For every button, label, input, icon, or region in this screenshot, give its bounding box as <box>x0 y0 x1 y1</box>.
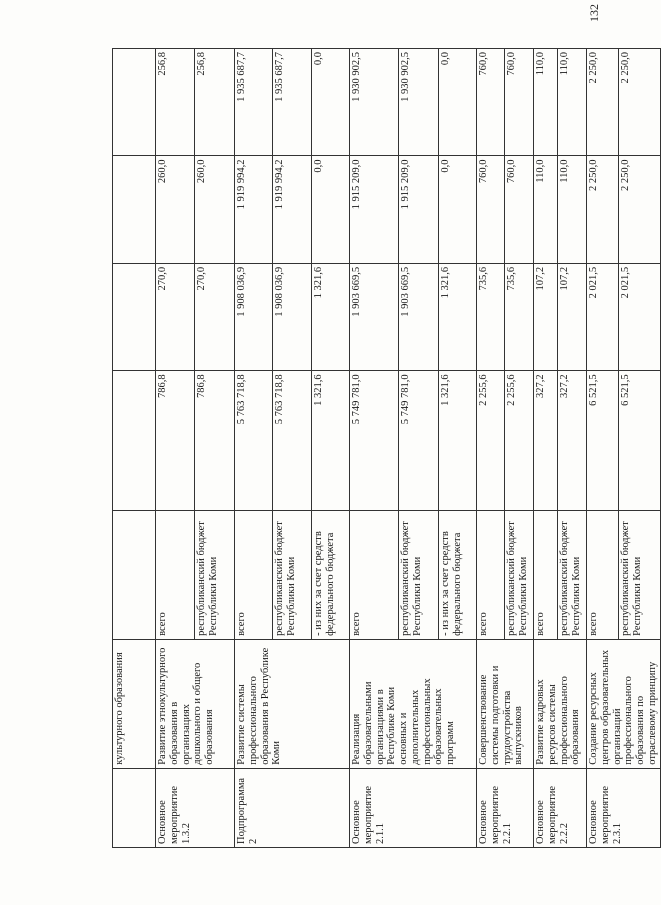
event-name-cell: Развитие этнокультурного образования в организациях дошкольного и общего образования <box>156 639 235 768</box>
value-cell: 5 749 781,0 <box>350 371 399 511</box>
table-row <box>350 49 399 848</box>
page-number: 132 <box>587 4 601 22</box>
value-cell: 735,6 <box>505 263 534 370</box>
value-cell: 107,2 <box>534 263 558 370</box>
value-cell: 5 749 781,0 <box>399 371 439 511</box>
source-cell: республиканский бюджет Республики Коми <box>558 510 587 639</box>
value-cell: 5 763 718,8 <box>273 371 312 511</box>
value-cell: 2 255,6 <box>505 371 534 511</box>
source-cell: республиканский бюджет Республики Коми <box>619 510 660 639</box>
source-cell: республиканский бюджет Республики Коми <box>399 510 439 639</box>
event-code-cell: Основное мероприятие 2.2.1 <box>477 768 534 847</box>
value-cell: 260,0 <box>156 156 195 263</box>
value-cell: 786,8 <box>156 371 195 511</box>
value-cell: 327,2 <box>534 371 558 511</box>
table-row <box>534 49 558 848</box>
value-cell: 1 935 687,7 <box>273 49 312 156</box>
value-cell: 735,6 <box>477 263 505 370</box>
value-cell: 107,2 <box>558 263 587 370</box>
value-cell: 1 915 209,0 <box>350 156 399 263</box>
empty-cell <box>113 156 156 263</box>
value-cell: 2 021,5 <box>619 263 660 370</box>
value-cell: 6 521,5 <box>587 371 619 511</box>
value-cell: 1 930 902,5 <box>399 49 439 156</box>
value-cell: 1 908 036,9 <box>235 263 273 370</box>
value-cell: 760,0 <box>477 156 505 263</box>
value-cell: 760,0 <box>505 49 534 156</box>
value-cell: 1 908 036,9 <box>273 263 312 370</box>
value-cell: 1 915 209,0 <box>399 156 439 263</box>
value-cell: 1 903 669,5 <box>399 263 439 370</box>
value-cell: 110,0 <box>534 49 558 156</box>
table-row <box>235 49 273 848</box>
value-cell: 256,8 <box>195 49 235 156</box>
event-code-cell: Основное мероприятие 2.3.1 <box>587 768 661 847</box>
value-cell: 1 930 902,5 <box>350 49 399 156</box>
value-cell: 786,8 <box>195 371 235 511</box>
table-row <box>587 49 619 848</box>
value-cell: 6 521,5 <box>619 371 660 511</box>
event-name-cell: Реализация образовательными организациями в Республике Коми основных и дополнительных профессиональных образовательных программ <box>350 639 477 768</box>
value-cell: 760,0 <box>477 49 505 156</box>
event-code-cell: Основное мероприятие 1.3.2 <box>156 768 235 847</box>
event-name-cell: Совершенствование системы подготовки и трудоустройства выпускников <box>477 639 534 768</box>
event-code-cell: Основное мероприятие 2.1.1 <box>350 768 477 847</box>
value-cell: 2 250,0 <box>619 49 660 156</box>
budget-table <box>112 48 661 848</box>
source-cell: республиканский бюджет Республики Коми <box>505 510 534 639</box>
value-cell: 1 321,6 <box>439 263 477 370</box>
value-cell: 270,0 <box>156 263 195 370</box>
source-cell: республиканский бюджет Республики Коми <box>273 510 312 639</box>
source-cell: всего <box>477 510 505 639</box>
source-cell: всего <box>350 510 399 639</box>
source-cell: всего <box>235 510 273 639</box>
value-cell: 1 919 994,2 <box>235 156 273 263</box>
value-cell: 0,0 <box>312 156 350 263</box>
value-cell: 5 763 718,8 <box>235 371 273 511</box>
source-cell: всего <box>587 510 619 639</box>
value-cell: 1 935 687,7 <box>235 49 273 156</box>
event-code-cell: Основное мероприятие 2.2.2 <box>534 768 587 847</box>
value-cell: 1 903 669,5 <box>350 263 399 370</box>
event-name-cell: Создание ресурсных центров образовательных организаций профессионального образования по отраслевому принципу <box>587 639 661 768</box>
value-cell: 110,0 <box>558 49 587 156</box>
value-cell: 2 255,6 <box>477 371 505 511</box>
value-cell: 270,0 <box>195 263 235 370</box>
value-cell: 2 250,0 <box>587 156 619 263</box>
empty-cell <box>113 371 156 511</box>
source-cell: всего <box>156 510 195 639</box>
value-cell: 2 250,0 <box>587 49 619 156</box>
empty-cell <box>113 49 156 156</box>
value-cell: 327,2 <box>558 371 587 511</box>
value-cell: 110,0 <box>534 156 558 263</box>
rotated-table-wrapper <box>112 48 658 848</box>
value-cell: 2 021,5 <box>587 263 619 370</box>
value-cell: 1 321,6 <box>439 371 477 511</box>
source-cell: - из них за счет средств федерального бюджета <box>439 510 477 639</box>
table-row <box>113 49 156 848</box>
event-code-cell: Подпрограмма 2 <box>235 768 350 847</box>
empty-cell <box>113 510 156 639</box>
value-cell: 0,0 <box>312 49 350 156</box>
value-cell: 0,0 <box>439 156 477 263</box>
table-row <box>156 49 195 848</box>
value-cell: 1 321,6 <box>312 371 350 511</box>
value-cell: 2 250,0 <box>619 156 660 263</box>
empty-cell <box>113 263 156 370</box>
value-cell: 260,0 <box>195 156 235 263</box>
event-name-cell: Развитие кадровых ресурсов системы профессионального образования <box>534 639 587 768</box>
source-cell: республиканский бюджет Республики Коми <box>195 510 235 639</box>
header-continuation-cell: культурного образования <box>113 639 156 768</box>
source-cell: всего <box>534 510 558 639</box>
value-cell: 256,8 <box>156 49 195 156</box>
value-cell: 1 919 994,2 <box>273 156 312 263</box>
value-cell: 1 321,6 <box>312 263 350 370</box>
empty-cell <box>113 768 156 847</box>
value-cell: 0,0 <box>439 49 477 156</box>
value-cell: 110,0 <box>558 156 587 263</box>
event-name-cell: Развитие системы профессионального образования в Республике Коми <box>235 639 350 768</box>
source-cell: - из них за счет средств федерального бюджета <box>312 510 350 639</box>
table-row <box>477 49 505 848</box>
value-cell: 760,0 <box>505 156 534 263</box>
